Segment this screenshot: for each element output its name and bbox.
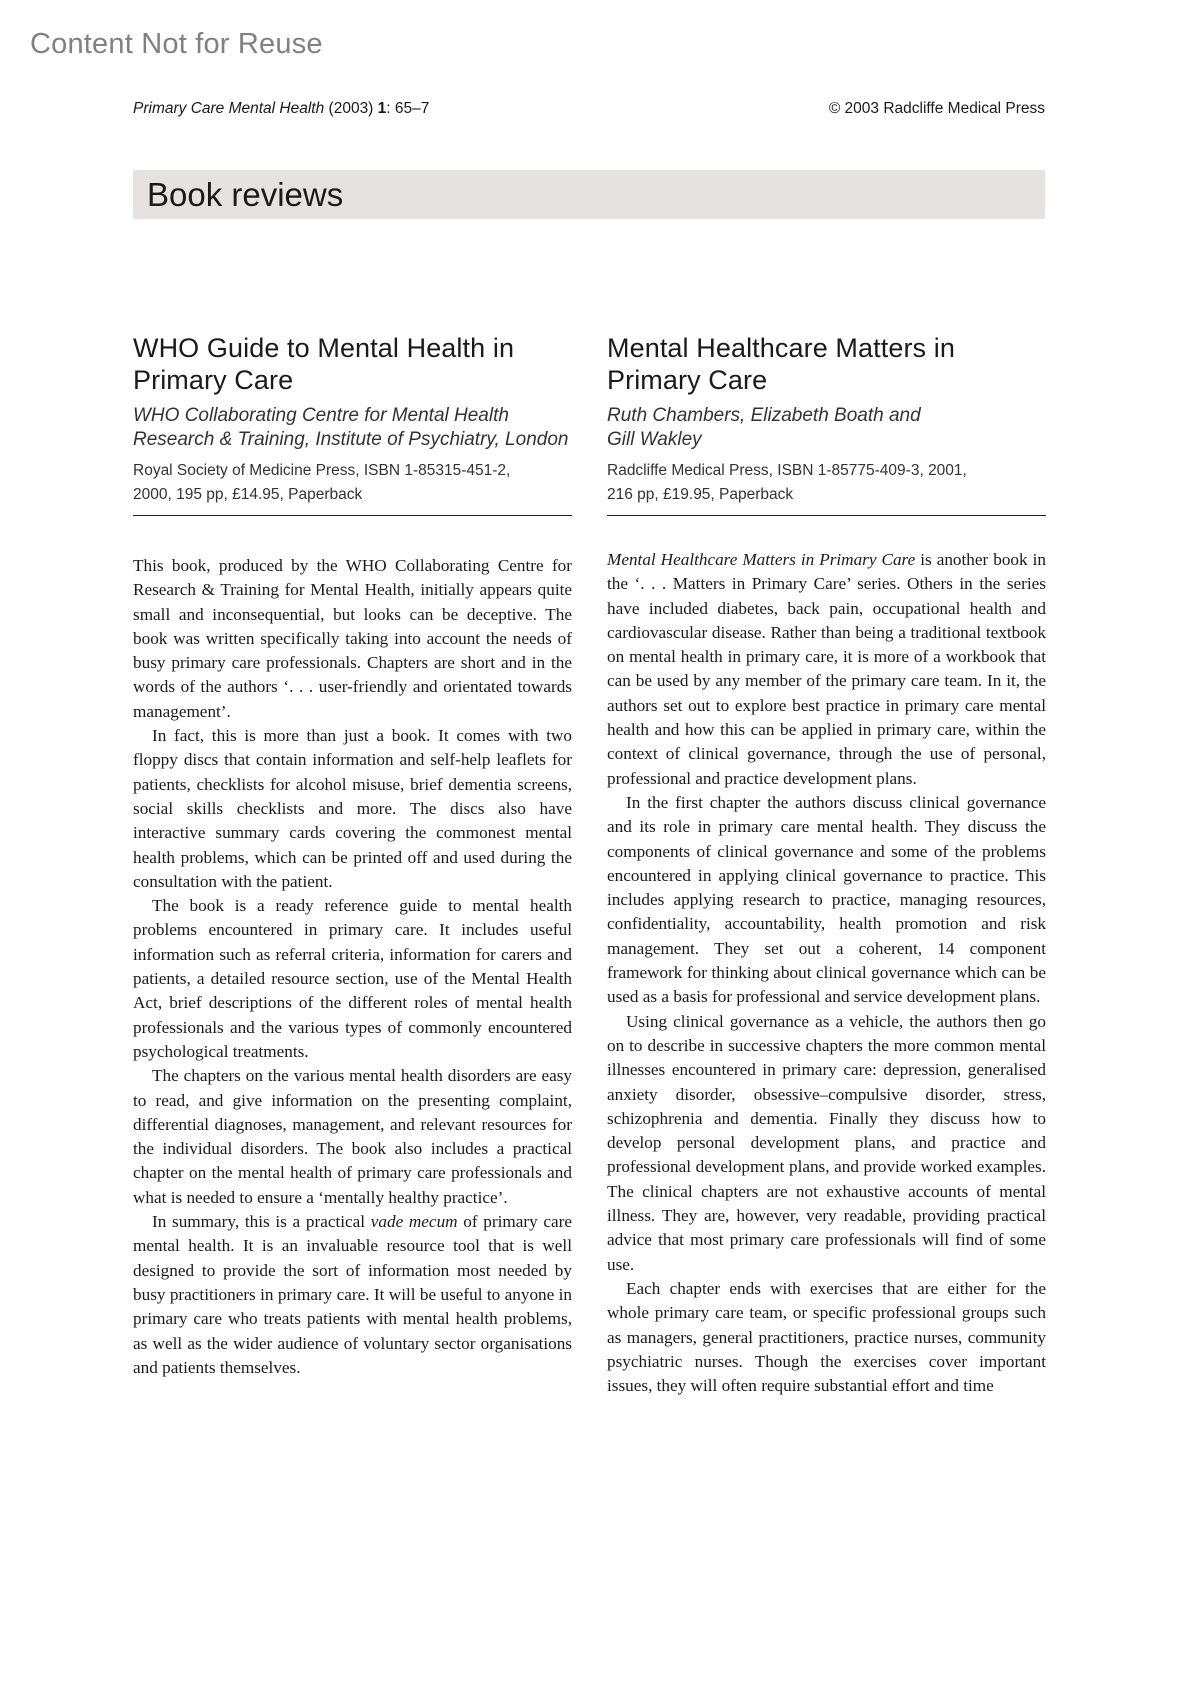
publication-line: Radcliffe Medical Press, ISBN 1-85775-409-3, 2001, (607, 462, 967, 479)
journal-pages: : 65–7 (386, 100, 430, 117)
review-title: Mental Healthcare Matters in Primary Care (607, 333, 955, 395)
text-run: is another book in the ‘. . . Matters in Primary Care’ series. Others in the series have included diabetes, back pain, occupational health and cardiovascular disease. Rather than being a traditional textbook on mental health in primary care, it is more of a workbook that can be used by any member of the primary care team. In it, the authors set out to explore best practice in primary care mental health and how this can be applied in primary care, within the context of clinical governance, through the use of personal, professional and practice development plans. (607, 550, 1046, 788)
paragraph: Using clinical governance as a vehicle, the authors then go on to describe in successive chapters the more common mental illnesses encountered in primary care: depression, generalised anxiety disorder, obsessive–compulsive disorder, stress, schizophrenia and dementia. Finally they discuss how to develop personal development plans, and practice and professional development plans, and provide worked examples. The clinical chapters are not exhaustive accounts of mental illness. They are, however, very readable, providing practical advice that most primary care professionals will find of some use. (607, 1011, 1046, 1274)
review-body (607, 548, 1046, 1398)
journal-volume: 1 (377, 100, 387, 117)
text-run: In summary, this is a practical (152, 1212, 371, 1232)
journal-citation (133, 100, 429, 118)
paragraph: This book, produced by the WHO Collaborating Centre for Research & Training for Mental Health, initially appears quite small and inconsequential, but looks can be deceptive. The book was written specifically taking into account the needs of busy primary care professionals. Chapters are short and in the words of the authors ‘. . . user-friendly and orientated towards management’. (133, 556, 572, 721)
authors-line: Ruth Chambers, Elizabeth Boath and (607, 405, 921, 426)
italic-book-title: Mental Healthcare Matters in Primary Care (607, 550, 916, 569)
review-title: WHO Guide to Mental Health in Primary Care (133, 333, 515, 395)
journal-name: Primary Care Mental Health (133, 100, 325, 117)
watermark: Content Not for Reuse (30, 28, 323, 60)
paragraph-summary (133, 1210, 572, 1380)
paragraph: The chapters on the various mental health disorders are easy to read, and give information on the presenting complaint, differential diagnoses, management, and relevant resources for the individual disorders. The book also includes a practical chapter on the mental health of primary care professionals and what is needed to ensure a ‘mentally healthy practice’. (133, 1066, 572, 1207)
divider-rule (607, 515, 1046, 516)
text-run: of primary care mental health. It is an invaluable resource tool that is well designed to provide the sort of information most needed by busy practitioners in primary care. It will be useful to anyone in primary care who treats patients with mental health problems, as well as the wider audience of voluntary sector organisations and patients themselves. (133, 1212, 573, 1377)
review-authors (607, 404, 1046, 452)
running-head (133, 100, 1045, 118)
divider-rule (133, 515, 572, 516)
authors-line: Gill Wakley (607, 429, 702, 450)
review-publication-details (133, 459, 572, 507)
publication-line: 2000, 195 pp, £14.95, Paperback (133, 486, 363, 503)
copyright-notice: © 2003 Radcliffe Medical Press (828, 100, 1045, 117)
italic-term: vade mecum (370, 1212, 458, 1232)
publication-line: Royal Society of Medicine Press, ISBN 1-85315-451-2, (133, 462, 511, 479)
paragraph (607, 548, 1046, 791)
review-authors: WHO Collaborating Centre for Mental Health Research & Training, Institute of Psychiatry, London (133, 405, 569, 450)
paragraph: In fact, this is more than just a book. It comes with two floppy discs that contain information and self-help leaflets for patients, checklists for alcohol misuse, brief dementia screens, social skills checklists and more. The discs also have interactive summary cards covering the commonest mental health problems, which can be printed off and used during the consultation with the patient. (133, 726, 572, 891)
review-body (133, 554, 572, 1380)
paragraph: In the first chapter the authors discuss clinical governance and its role in primary care mental health. They discuss the components of clinical governance and some of the problems encountered in applying clinical governance to practice. This includes applying research to practice, managing resources, confidentiality, accountability, health promotion and risk management. They set out a coherent, 14 component framework for thinking about clinical governance which can be used as a basis for professional and service development plans. (607, 792, 1046, 1007)
section-title: Book reviews (133, 170, 1045, 219)
paragraph: Each chapter ends with exercises that are either for the whole primary care team, or specific professional groups such as managers, general practitioners, practice nurses, community psychiatric nurses. Though the exercises cover important issues, they will often require substantial effort and time (607, 1278, 1046, 1396)
paragraph: The book is a ready reference guide to mental health problems encountered in primary care. It includes useful information such as referral criteria, information for carers and patients, a detailed resource section, use of the Mental Health Act, brief descriptions of the different roles of mental health professionals and the various types of commonly encountered psychological treatments. (133, 896, 572, 1061)
review-publication-details (607, 459, 1046, 507)
publication-line: 216 pp, £19.95, Paperback (607, 486, 794, 503)
review-mental-healthcare-matters (607, 332, 1046, 1398)
journal-year: (2003) (324, 100, 378, 117)
review-who-guide (133, 332, 572, 1380)
